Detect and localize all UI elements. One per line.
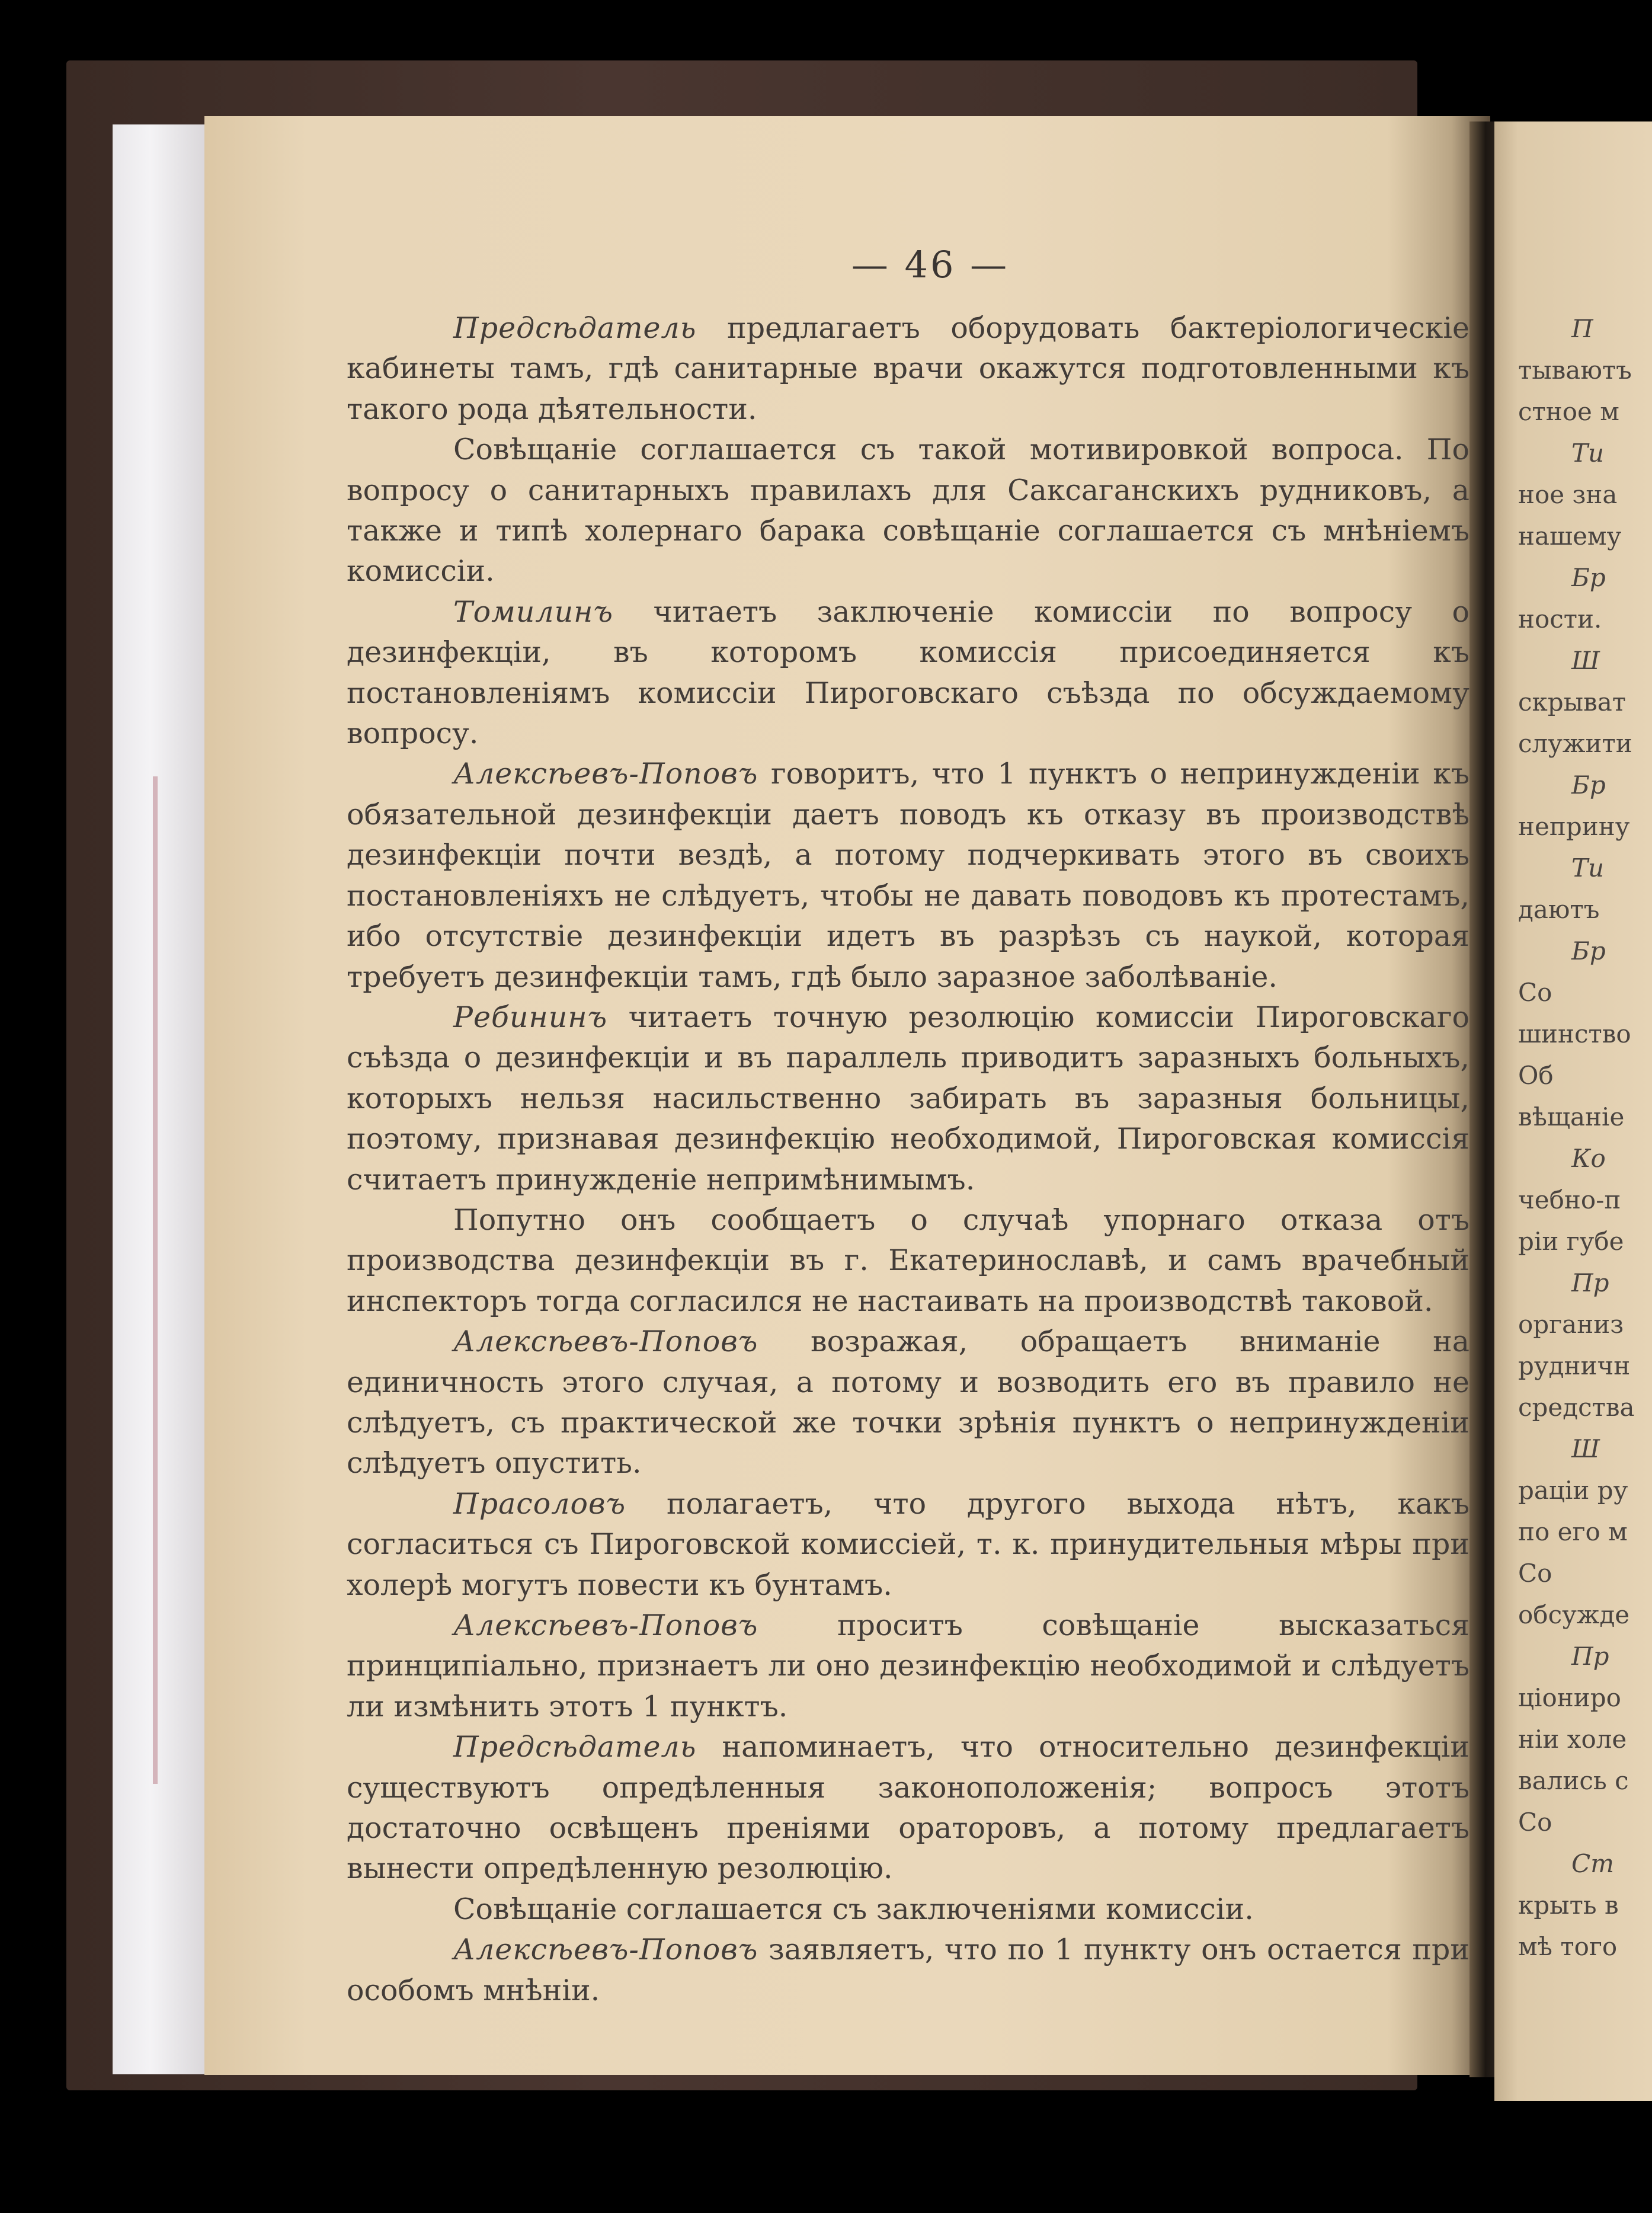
paragraph xyxy=(347,1727,1469,1889)
facing-page-line: даютъ xyxy=(1518,895,1600,924)
paragraph xyxy=(347,592,1469,754)
paragraph-text: читаетъ точную резолюцію комиссіи Пироговскаго съѣзда о дезинфекціи и въ параллель приводитъ заразныхъ больныхъ, которыхъ нельзя насильственно забирать въ заразныя больницы, поэтому, признавая дезинфекцію необходимой, Пироговская комиссія считаетъ принужденіе непримѣнимымъ. xyxy=(347,1000,1469,1197)
page-number: — 46 — xyxy=(851,243,1010,286)
paragraph-text: возражая, обращаетъ вниманіе на единичность этого случая, а потому и возводить его въ правило не слѣдуетъ, съ практической же точки зрѣнія пунктъ о непринужденіи слѣдуетъ опустить. xyxy=(347,1325,1469,1480)
facing-page-line: нашему xyxy=(1518,522,1622,551)
paragraph xyxy=(347,308,1469,430)
paragraph xyxy=(347,1484,1469,1606)
paragraph-text: заявляетъ, что по 1 пункту онъ остается при особомъ мнѣніи. xyxy=(347,1933,1469,2007)
facing-page-line: Ти xyxy=(1571,439,1605,468)
facing-page-line: раціи ру xyxy=(1518,1476,1628,1505)
facing-page-line: скрыват xyxy=(1518,687,1627,717)
speaker-name: Алексѣевъ-Поповъ xyxy=(453,757,758,791)
facing-page-line: ціониро xyxy=(1518,1683,1621,1712)
paragraph xyxy=(347,1606,1469,1727)
facing-page-line: ности. xyxy=(1518,605,1602,634)
paragraph xyxy=(347,430,1469,592)
facing-page-line: чебно-п xyxy=(1518,1185,1621,1214)
facing-page-line: Пр xyxy=(1571,1642,1609,1671)
facing-page-line: Бр xyxy=(1571,563,1606,592)
facing-page-line: Бр xyxy=(1571,770,1606,800)
facing-page-line: шинство xyxy=(1518,1019,1631,1048)
paragraph-text: читаетъ заключеніе комиссіи по вопросу о дезинфекціи, въ которомъ комиссія присоединяется къ постановленіямъ комиссіи Пироговскаго съѣзда по обсуждаемому вопросу. xyxy=(347,594,1469,751)
paragraph-text: предлагаетъ оборудовать бактеріологическіе кабинеты тамъ, гдѣ санитарные врачи окажутся подготовленными къ такого рода дѣятельности. xyxy=(347,311,1469,426)
paragraph xyxy=(347,1322,1469,1484)
paragraph xyxy=(347,754,1469,997)
speaker-name: Томилинъ xyxy=(453,594,614,629)
page-body-text xyxy=(347,308,1469,2011)
facing-page-line: мѣ того xyxy=(1518,1932,1618,1961)
facing-page-text xyxy=(1494,308,1652,1968)
page-edge xyxy=(113,124,207,2074)
facing-page-line: Ш xyxy=(1571,646,1600,675)
facing-page-line: Со xyxy=(1518,978,1552,1007)
facing-page-line: тываютъ xyxy=(1518,356,1632,385)
facing-page-line: стное м xyxy=(1518,397,1619,426)
facing-page-line: Ст xyxy=(1571,1849,1614,1878)
facing-page-line: Ко xyxy=(1571,1144,1606,1173)
paragraph-text: полагаетъ, что другого выхода нѣтъ, какъ согласиться съ Пироговской комиссіей, т. к. принудительныя мѣры при холерѣ могутъ повести къ бунтамъ. xyxy=(347,1486,1469,1602)
facing-page-line: Ти xyxy=(1571,853,1605,882)
facing-page-line: неприну xyxy=(1518,812,1630,841)
paragraph-text: напоминаетъ, что относительно дезинфекціи существуютъ опредѣленныя законоположенія; вопросъ этотъ достаточно освѣщенъ преніями ораторовъ, а потому предлагаетъ вынести опредѣленную резолюцію. xyxy=(347,1730,1469,1886)
paragraph-text: проситъ совѣщаніе высказаться принципіально, признаетъ ли оно дезинфекцію необходимой и слѣдуетъ ли измѣнить этотъ 1 пунктъ. xyxy=(347,1608,1469,1723)
facing-page-line: крыть в xyxy=(1518,1891,1619,1920)
facing-page-line: Ш xyxy=(1571,1434,1600,1463)
facing-page-line: ніи холе xyxy=(1518,1725,1627,1754)
facing-page-line: рудничн xyxy=(1518,1351,1631,1380)
paragraph-text: говоритъ, что 1 пунктъ о непринужденіи къ обязательной дезинфекціи даетъ поводъ къ отказу въ производствѣ дезинфекціи почти вездѣ, а потому подчеркивать этого въ своихъ постановленіяхъ не слѣдуетъ, чтобы не давать поводовъ къ протестамъ, ибо отсутствіе дезинфекціи идетъ въ разрѣзъ съ наукой, которая требуетъ дезинфекціи тамъ, гдѣ было заразное заболѣваніе. xyxy=(347,757,1469,994)
speaker-name: Прасоловъ xyxy=(453,1486,626,1521)
speaker-name: Предсѣдатель xyxy=(453,311,697,345)
paragraph xyxy=(347,1200,1469,1322)
facing-page-line: вались с xyxy=(1518,1766,1629,1795)
facing-page-line: Бр xyxy=(1571,936,1606,965)
speaker-name: Алексѣевъ-Поповъ xyxy=(453,1933,758,1967)
paragraph xyxy=(347,1889,1469,1930)
facing-page-line: ное зна xyxy=(1518,480,1618,509)
paragraph xyxy=(347,997,1469,1200)
speaker-name: Алексѣевъ-Поповъ xyxy=(453,1608,758,1642)
paragraph-text: Совѣщаніе соглашается съ такой мотивировкой вопроса. По вопросу о санитарныхъ правилахъ для Саксаганскихъ рудниковъ, а также и типѣ холернаго барака совѣщаніе соглашается съ мнѣніемъ комиссіи. xyxy=(347,433,1469,589)
facing-page-line: Со xyxy=(1518,1808,1552,1837)
paragraph-text: Совѣщаніе соглашается съ заключеніями комиссіи. xyxy=(453,1892,1254,1926)
paragraph-text: Попутно онъ сообщаетъ о случаѣ упорнаго отказа отъ производства дезинфекціи въ г. Екатеринославѣ, и самъ врачебный инспекторъ тогда согласился не настаивать на производствѣ таковой. xyxy=(347,1203,1469,1318)
book-gutter xyxy=(1469,121,1496,2077)
facing-page-line: Пр xyxy=(1571,1268,1609,1297)
speaker-name: Алексѣевъ-Поповъ xyxy=(453,1325,758,1359)
facing-page-line: Со xyxy=(1518,1559,1552,1588)
speaker-name: Предсѣдатель xyxy=(453,1730,697,1764)
facing-page-line: Об xyxy=(1518,1061,1554,1090)
facing-page-line: по его м xyxy=(1518,1517,1628,1546)
facing-page-line: служити xyxy=(1518,729,1632,758)
speaker-name: Ребининъ xyxy=(453,1000,608,1034)
facing-page-line: организ xyxy=(1518,1310,1624,1339)
facing-page-line: вѣщаніе xyxy=(1518,1102,1625,1131)
facing-page-line: средства xyxy=(1518,1393,1635,1422)
facing-page-line: П xyxy=(1571,314,1593,343)
paragraph xyxy=(347,1930,1469,2011)
page-edge-mark xyxy=(153,776,158,1784)
facing-page-line: ріи губе xyxy=(1518,1227,1624,1256)
facing-page-line: обсужде xyxy=(1518,1600,1630,1629)
